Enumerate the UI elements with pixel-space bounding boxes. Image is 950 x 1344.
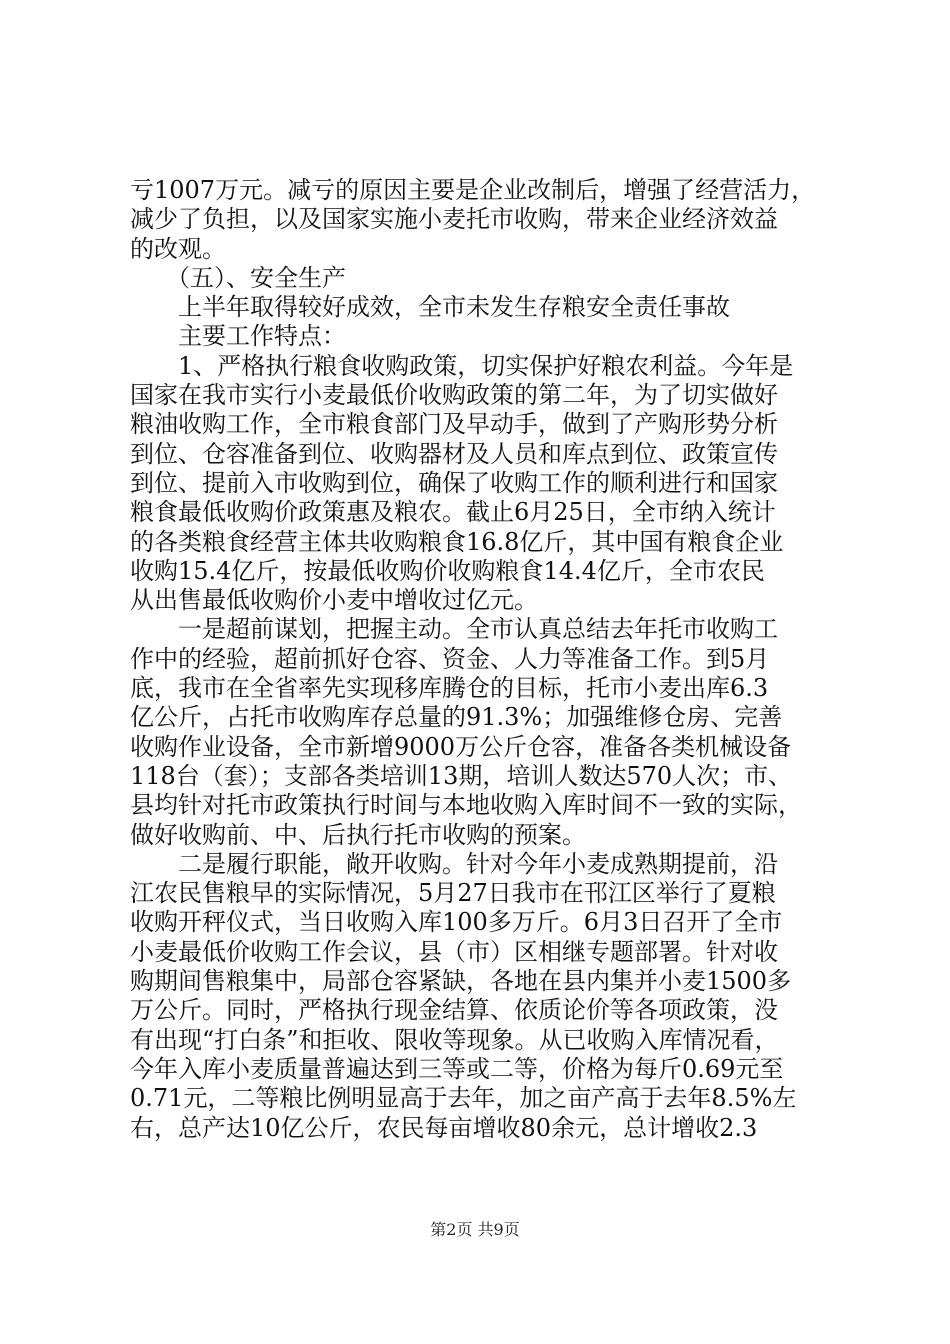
text-line: 上半年取得较好成效，全市未发生存粮安全责任事故	[130, 293, 730, 322]
text-line: 二是履行职能，敞开收购。针对今年小麦成熟期提前，沿	[130, 849, 778, 878]
text-line: 的改观。	[130, 234, 226, 263]
text-line: 万公斤。同时，严格执行现金结算、依质论价等各项政策，没	[130, 996, 778, 1025]
text-line: 收购开秤仪式，当日收购入库100多万斤。6月3日召开了全市	[130, 908, 783, 937]
text-line: 主要工作特点：	[130, 322, 346, 351]
text-line: 有出现“打白条”和拒收、限收等现象。从已收购入库情况看，	[130, 1025, 779, 1054]
text-line: 作中的经验，超前抓好仓容、资金、人力等准备工作。到5月	[130, 644, 770, 673]
text-line: 小麦最低价收购工作会议，县（市）区相继专题部署。针对收	[130, 937, 778, 966]
text-line: 县均针对托市政策执行时间与本地收购入库时间不一致的实际，	[130, 791, 802, 820]
text-line: 0.71元，二等粮比例明显高于去年，加之亩产高于去年8.5%左	[130, 1084, 797, 1113]
text-line: 今年入库小麦质量普遍达到三等或二等，价格为每斤0.69元至	[130, 1054, 784, 1083]
text-line: 到位、仓容准备到位、收购器材及人员和库点到位、政策宣传	[130, 439, 778, 468]
text-line: 到位、提前入市收购到位，确保了收购工作的顺利进行和国家	[130, 468, 778, 497]
text-line: 底，我市在全省率先实现移库腾仓的目标，托市小麦出库6.3	[130, 674, 769, 703]
text-line: 1、严格执行粮食收购政策，切实保护好粮农利益。今年是	[130, 351, 794, 380]
text-line: 江农民售粮早的实际情况，5月27日我市在邗江区举行了夏粮	[130, 879, 776, 908]
text-line: 从出售最低收购价小麦中增收过亿元。	[130, 586, 538, 615]
text-line: 粮油收购工作，全市粮食部门及早动手，做到了产购形势分析	[130, 410, 778, 439]
document-body	[130, 176, 830, 1143]
text-line: 亏1007万元。减亏的原因主要是企业改制后，增强了经营活力，	[130, 176, 816, 204]
text-line: 国家在我市实行小麦最低价收购政策的第二年，为了切实做好	[130, 381, 778, 410]
text-line: 118台（套）；支部各类培训13期，培训人数达570人次；市、	[130, 761, 793, 790]
text-line: 粮食最低收购价政策惠及粮农。截止6月25日，全市纳入统计	[130, 498, 776, 527]
text-line: 购期间售粮集中，局部仓容紧缺，各地在县内集并小麦1500多	[130, 967, 792, 996]
page-footer: 第2页 共9页	[430, 1220, 520, 1239]
text-line: 亿公斤，占托市收购库存总量的91.3%；加强维修仓房、完善	[130, 703, 783, 732]
text-line: 一是超前谋划，把握主动。全市认真总结去年托市收购工	[130, 615, 778, 644]
text-line: 减少了负担，以及国家实施小麦托市收购，带来企业经济效益	[130, 205, 778, 234]
text-line: （五）、安全生产	[130, 263, 346, 292]
text-line: 右，总产达10亿公斤，农民每亩增收80余元，总计增收2.3	[130, 1113, 758, 1142]
text-line: 收购作业设备，全市新增9000万公斤仓容，准备各类机械设备	[130, 732, 792, 761]
text-line: 的各类粮食经营主体共收购粮食16.8亿斤，其中国有粮食企业	[130, 527, 784, 556]
text-line: 收购15.4亿斤，按最低收购价收购粮食14.4亿斤，全市农民	[130, 556, 765, 585]
text-line: 做好收购前、中、后执行托市收购的预案。	[130, 820, 586, 849]
